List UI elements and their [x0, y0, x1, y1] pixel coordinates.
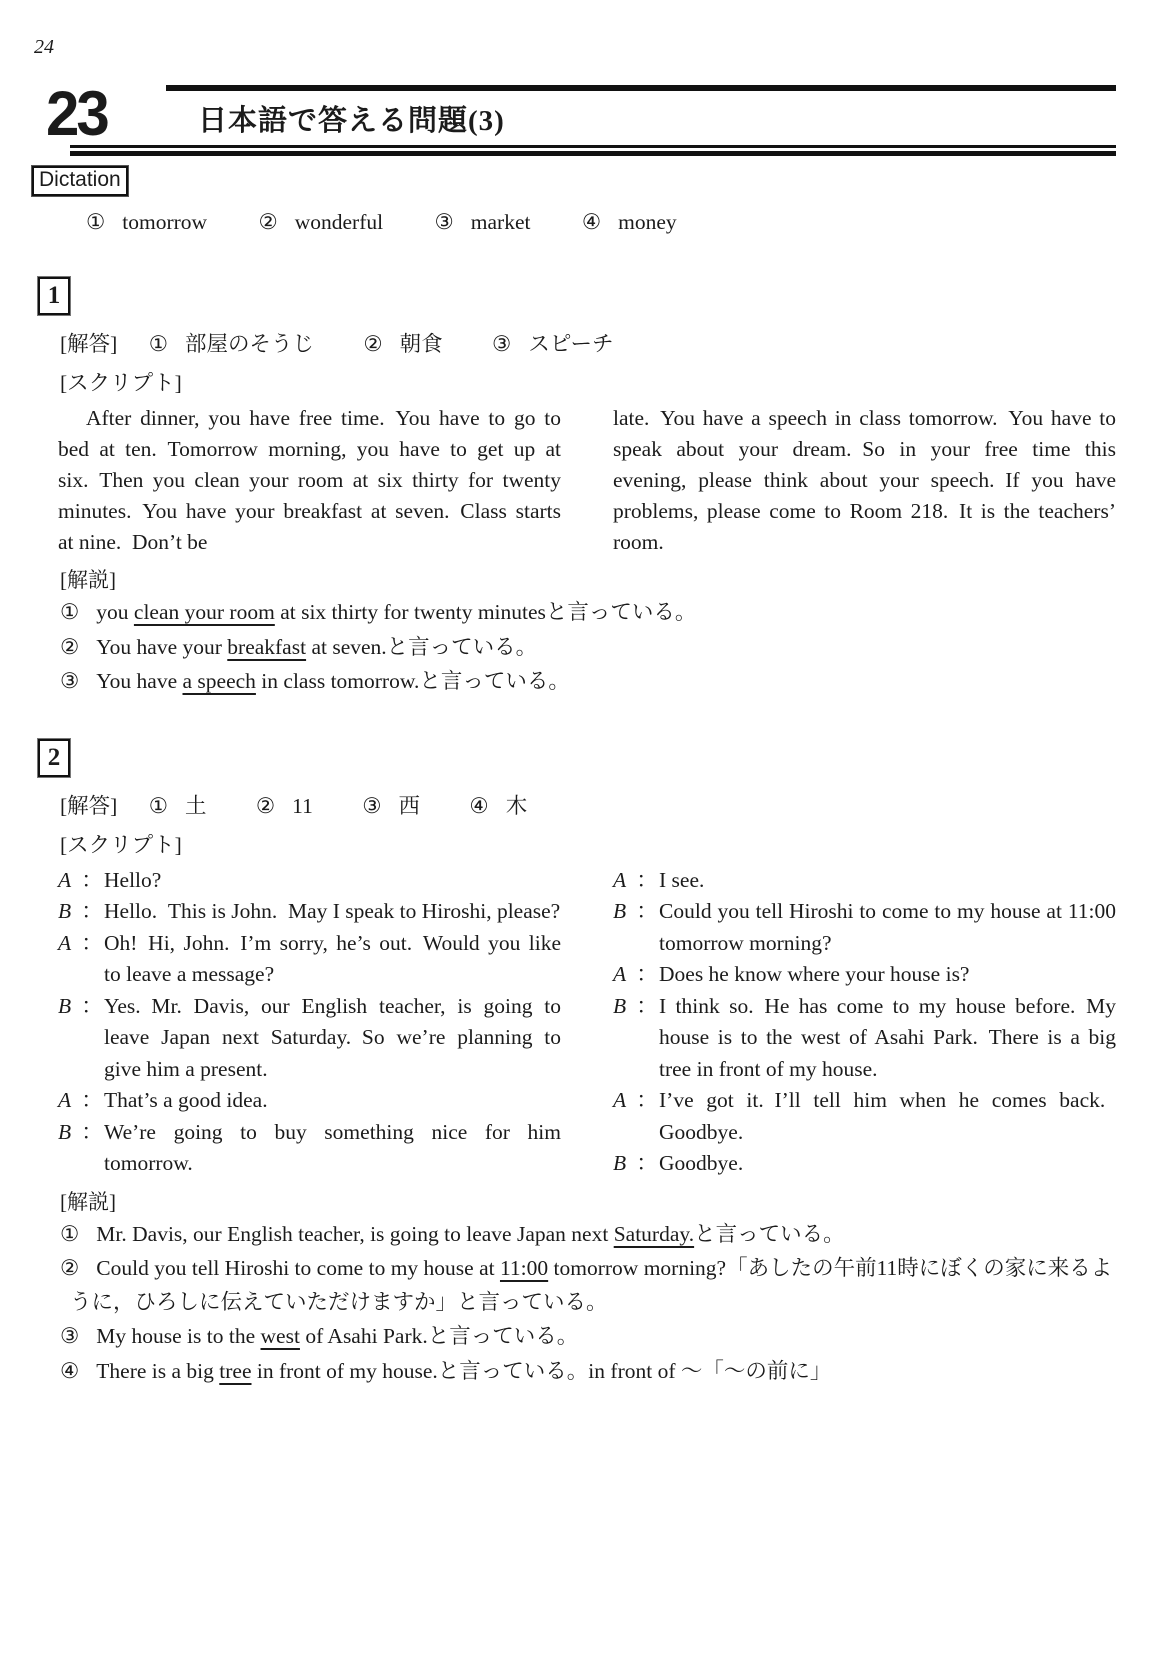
page-number: 24 — [34, 36, 54, 58]
explanation-label: [解説] — [60, 1189, 116, 1214]
dialogue-line — [58, 991, 561, 1086]
circled-number: ② — [363, 332, 383, 356]
speaker-colon: ： — [81, 1119, 103, 1144]
answer-text: 西 — [398, 793, 421, 818]
speaker-colon: ： — [636, 1151, 658, 1175]
dialogue-text: That’s a good idea. — [104, 1088, 268, 1112]
speaker-colon: ： — [636, 899, 658, 923]
script-paragraph: late. You have a speech in class tomorrow. You have to speak about your dream. So in your free time this evening, please think about your speech. If you have problems, please come to Room 218. It is the teachers’ room. — [613, 406, 1116, 554]
answer-item — [149, 794, 207, 818]
circled-number: ② — [255, 793, 276, 818]
section-number-box: 2 — [38, 739, 70, 777]
speaker-label: B — [613, 1151, 627, 1175]
explanation-item — [60, 665, 1116, 699]
script-label: [スクリプト] — [60, 832, 182, 857]
explanation-item — [60, 1355, 1116, 1389]
circled-number: ② — [60, 1256, 80, 1280]
dialogue-text: I see. — [659, 867, 705, 892]
dialogue-text: I think so. He has come to my house before. My house is to the west of Asahi Park. There is a big tree in front of my house. — [659, 993, 1116, 1081]
answers-line — [60, 789, 1116, 820]
section-1 — [47, 277, 1116, 699]
speaker-colon: ： — [81, 930, 103, 955]
header-bottom-rule-thin — [70, 145, 1116, 148]
dictation-item — [86, 210, 207, 234]
explanation-item — [60, 596, 1116, 630]
circled-number: ④ — [469, 793, 489, 818]
dialogue-line — [613, 1148, 1116, 1180]
circled-number: ① — [148, 332, 168, 356]
answer-item — [363, 332, 442, 356]
circled-number: ② — [60, 634, 80, 659]
speaker-label: B — [58, 1119, 72, 1144]
dialogue-text: Hello? — [104, 867, 162, 892]
script-column-left — [58, 403, 561, 558]
answer-text: 部屋のそうじ — [184, 332, 314, 356]
circled-number: ① — [60, 600, 80, 624]
dialogue-line — [58, 928, 561, 991]
dialogue-line — [613, 1085, 1116, 1148]
dialogue-line — [613, 896, 1116, 959]
unit-title: 日本語で答える問題(3) — [198, 105, 505, 137]
dialogue-text: Hello. This is John. May I speak to Hiroshi, please? — [104, 899, 561, 923]
answer-label: [解答] — [60, 793, 118, 818]
speaker-label: A — [613, 867, 627, 892]
dialogue-line — [58, 865, 561, 897]
answers-line — [60, 327, 1116, 358]
dictation-word: market — [470, 210, 531, 234]
explanation-text: My house is to the west of Asahi Park.と言っている。 — [96, 1324, 579, 1348]
explanation-text: You have your breakfast at seven.と言っている。 — [96, 634, 538, 659]
explanation-text: Mr. Davis, our English teacher, is going to leave Japan next Saturday.と言っている。 — [96, 1221, 845, 1246]
circled-number: ③ — [434, 210, 454, 234]
dialogue-columns — [58, 865, 1116, 1180]
speaker-colon: ： — [81, 993, 103, 1018]
speaker-label: A — [613, 1088, 627, 1112]
dialogue-column-right — [613, 865, 1116, 1180]
speaker-label: B — [613, 899, 627, 923]
dictation-word: money — [618, 210, 677, 234]
dialogue-text: Does he know where your house is? — [659, 962, 970, 986]
speaker-colon: ： — [636, 962, 658, 986]
speaker-label: A — [58, 1088, 72, 1112]
answer-item — [256, 794, 313, 818]
dialogue-text: Could you tell Hiroshi to come to my house at 11:00 tomorrow morning? — [659, 899, 1116, 955]
explanation-item — [60, 1320, 1116, 1354]
explanation-text: you clean your room at six thirty for twenty minutesと言っている。 — [96, 600, 697, 624]
dialogue-line — [58, 1117, 561, 1180]
explanation-text: You have a speech in class tomorrow.と言っている。 — [96, 669, 570, 693]
speaker-label: B — [58, 993, 72, 1018]
explanation-item — [60, 631, 1116, 665]
speaker-label: B — [58, 899, 72, 923]
dialogue-line — [613, 991, 1116, 1086]
script-columns — [58, 403, 1116, 558]
unit-header — [46, 78, 1116, 149]
dictation-word: wonderful — [294, 210, 384, 234]
answer-text: スピーチ — [528, 332, 614, 356]
speaker-colon: ： — [81, 899, 103, 923]
circled-number: ① — [60, 1221, 80, 1246]
script-paragraph: After dinner, you have free time. You have to go to bed at ten. Tomorrow morning, you have to get up at six. Then you clean your room at six thirty for twenty minutes. You have your breakfast at seven. Class starts at nine. Don’t be — [58, 406, 561, 554]
speaker-label: A — [58, 867, 72, 892]
answer-text: 木 — [505, 793, 528, 818]
dialogue-line — [613, 959, 1116, 991]
circled-number: ③ — [60, 669, 80, 693]
dialogue-text: We’re going to buy something nice for him tomorrow. — [104, 1119, 561, 1175]
script-label: [スクリプト] — [60, 371, 182, 395]
circled-number: ③ — [60, 1324, 80, 1348]
circled-number: ① — [86, 210, 106, 234]
answer-item — [492, 332, 613, 356]
speaker-colon: ： — [636, 1088, 658, 1112]
speaker-colon: ： — [81, 867, 103, 892]
explanation-text: Could you tell Hiroshi to come to my house at 11:00 tomorrow morning?「あしたの午前11時にぼくの家に来るように，ひろしに伝えていただけますか」と言っている。 — [70, 1256, 1113, 1314]
header-bottom-rule-thick — [70, 151, 1116, 156]
speaker-label: A — [613, 962, 627, 986]
circled-number: ① — [148, 793, 168, 818]
explanation-text: There is a big tree in front of my house.と言っている。in front of ～「～の前に」 — [96, 1358, 832, 1383]
dictation-word: tomorrow — [122, 210, 208, 234]
dialogue-text: Goodbye. — [659, 1151, 744, 1175]
script-column-right — [613, 403, 1116, 558]
dialogue-text: I’ve got it. I’ll tell him when he comes back. Goodbye. — [659, 1088, 1116, 1144]
explanation-label: [解説] — [60, 568, 116, 592]
dictation-item — [582, 210, 677, 234]
section-2 — [47, 739, 1116, 1389]
answer-text: 土 — [184, 793, 207, 818]
speaker-label: A — [58, 930, 72, 955]
circled-number: ③ — [362, 793, 382, 818]
dialogue-line — [613, 865, 1116, 897]
explanation-item — [60, 1218, 1116, 1252]
circled-number: ④ — [581, 210, 602, 234]
dictation-label: Dictation — [32, 166, 128, 196]
speaker-colon: ： — [636, 867, 658, 892]
answer-text: 朝食 — [399, 332, 443, 356]
answer-text: 11 — [292, 793, 313, 818]
dialogue-line — [58, 896, 561, 928]
circled-number: ③ — [492, 332, 512, 356]
circled-number: ④ — [60, 1358, 80, 1383]
speaker-colon: ： — [81, 1088, 103, 1112]
dialogue-text: Oh! Hi, John. I’m sorry, he’s out. Would you like to leave a message? — [104, 930, 561, 986]
dictation-item — [434, 210, 530, 234]
unit-number: 23 — [46, 78, 107, 149]
unit-title-band — [138, 85, 1116, 143]
dictation-items — [86, 210, 1116, 235]
dictation-item — [258, 210, 383, 234]
speaker-colon: ： — [636, 993, 658, 1018]
answer-item — [362, 794, 420, 818]
speaker-label: B — [613, 993, 627, 1018]
section-number-box: 1 — [38, 277, 70, 315]
answer-item — [469, 794, 527, 818]
dialogue-text: Yes. Mr. Davis, our English teacher, is going to leave Japan next Saturday. So we’re planning to give him a present. — [104, 993, 561, 1081]
answer-label: [解答] — [60, 332, 118, 356]
circled-number: ② — [258, 210, 278, 234]
dialogue-line — [58, 1085, 561, 1117]
dialogue-column-left — [58, 865, 561, 1180]
explanation-item — [60, 1252, 1116, 1319]
answer-item — [149, 332, 314, 356]
